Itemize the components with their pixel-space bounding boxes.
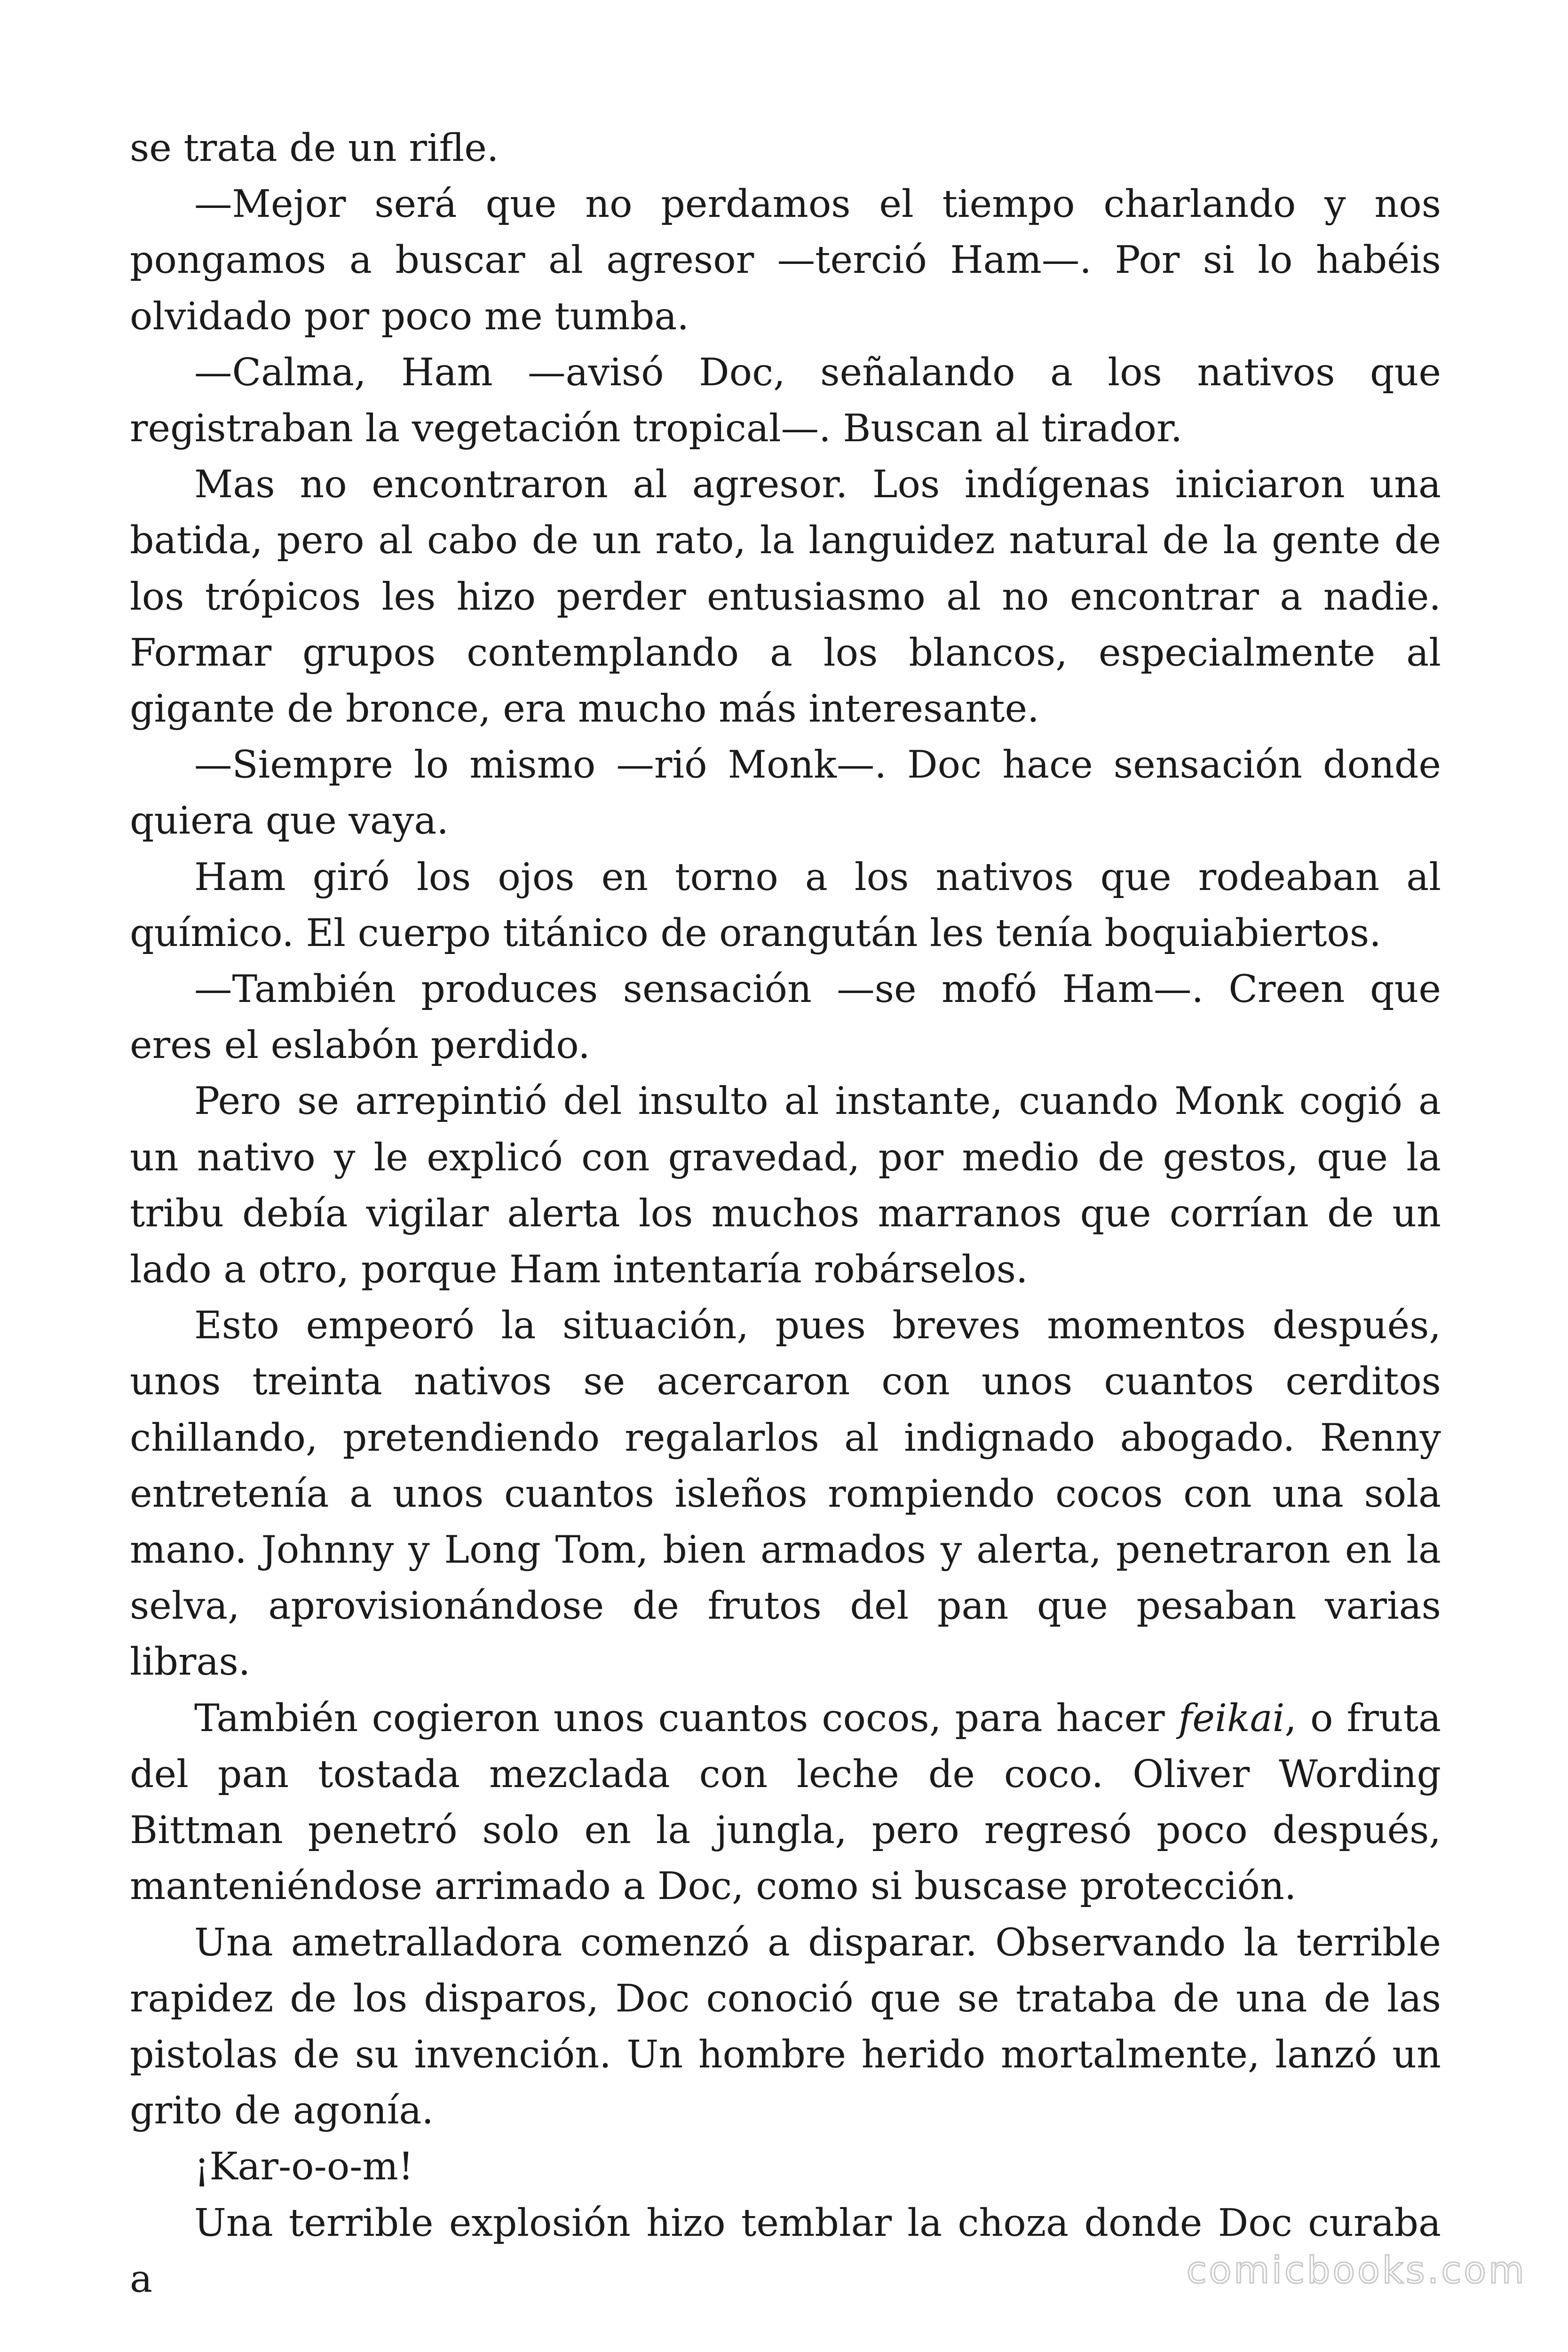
paragraph-5: —Siempre lo mismo —rió Monk—. Doc hace sensación donde quiera que vaya. — [130, 742, 1441, 843]
paragraph-10-before: También cogieron unos cuantos cocos, para hacer — [194, 1695, 1179, 1740]
watermark-logo: comicbooks.com — [1186, 2249, 1527, 2292]
page-body — [130, 120, 1441, 2307]
paragraph-13: Una terrible explosión hizo temblar la choza donde Doc curaba a — [130, 2200, 1441, 2301]
paragraph-4: Mas no encontraron al agresor. Los indígenas iniciaron una batida, pero al cabo de un rato, la languidez natural de la gente de los trópicos les hizo perder entusiasmo al no encontrar a nadie. Formar grupos contemplando a los blancos, especialmente al gigante de bronce, era mucho más interesante. — [130, 462, 1441, 731]
paragraph-11: Una ametralladora comenzó a disparar. Observando la terrible rapidez de los disparos, Doc conoció que se trataba de una de las pistolas de su invención. Un hombre herido mortalmente, lanzó un grito de agonía. — [130, 1920, 1441, 2133]
paragraph-6: Ham giró los ojos en torno a los nativos que rodeaban al químico. El cuerpo titánico de orangután les tenía boquiabiertos. — [130, 854, 1441, 955]
paragraph-2: —Mejor será que no perdamos el tiempo charlando y nos pongamos a buscar al agresor —terció Ham—. Por si lo habéis olvidado por poco me tumba. — [130, 182, 1441, 338]
paragraph-10 — [130, 1690, 1441, 1915]
paragraph-9: Esto empeoró la situación, pues breves momentos después, unos treinta nativos se acercaron con unos cuantos cerditos chillando, pretendiendo regalarlos al indignado abogado. Renny entretenía a unos cuantos isleños rompiendo cocos con una sola mano. Johnny y Long Tom, bien armados y alerta, penetraron en la selva, aprovisionándose de frutos del pan que pesaban varias libras. — [130, 1303, 1441, 1684]
feikai-term: feikai — [1178, 1695, 1285, 1740]
paragraph-8: Pero se arrepintió del insulto al instante, cuando Monk cogió a un nativo y le explicó con gravedad, por medio de gestos, que la tribu debía vigilar alerta los muchos marranos que corrían de un lado a otro, porque Ham intentaría robárselos. — [130, 1079, 1441, 1292]
paragraph-10-after: , o fruta del pan tostada mezclada con leche de coco. Oliver Wording Bittman penetró solo en la jungla, pero regresó poco después, manteniéndose arrimado a Doc, como si buscase protección. — [130, 1695, 1441, 1908]
paragraph-3: —Calma, Ham —avisó Doc, señalando a los nativos que registraban la vegetación tropical—. Buscan al tirador. — [130, 350, 1441, 451]
paragraph-7: —También produces sensación —se mofó Ham—. Creen que eres el eslabón perdido. — [130, 967, 1441, 1067]
paragraph-12: ¡Kar-o-o-m! — [194, 2144, 414, 2189]
paragraph-1: se trata de un rifle. — [130, 126, 499, 170]
